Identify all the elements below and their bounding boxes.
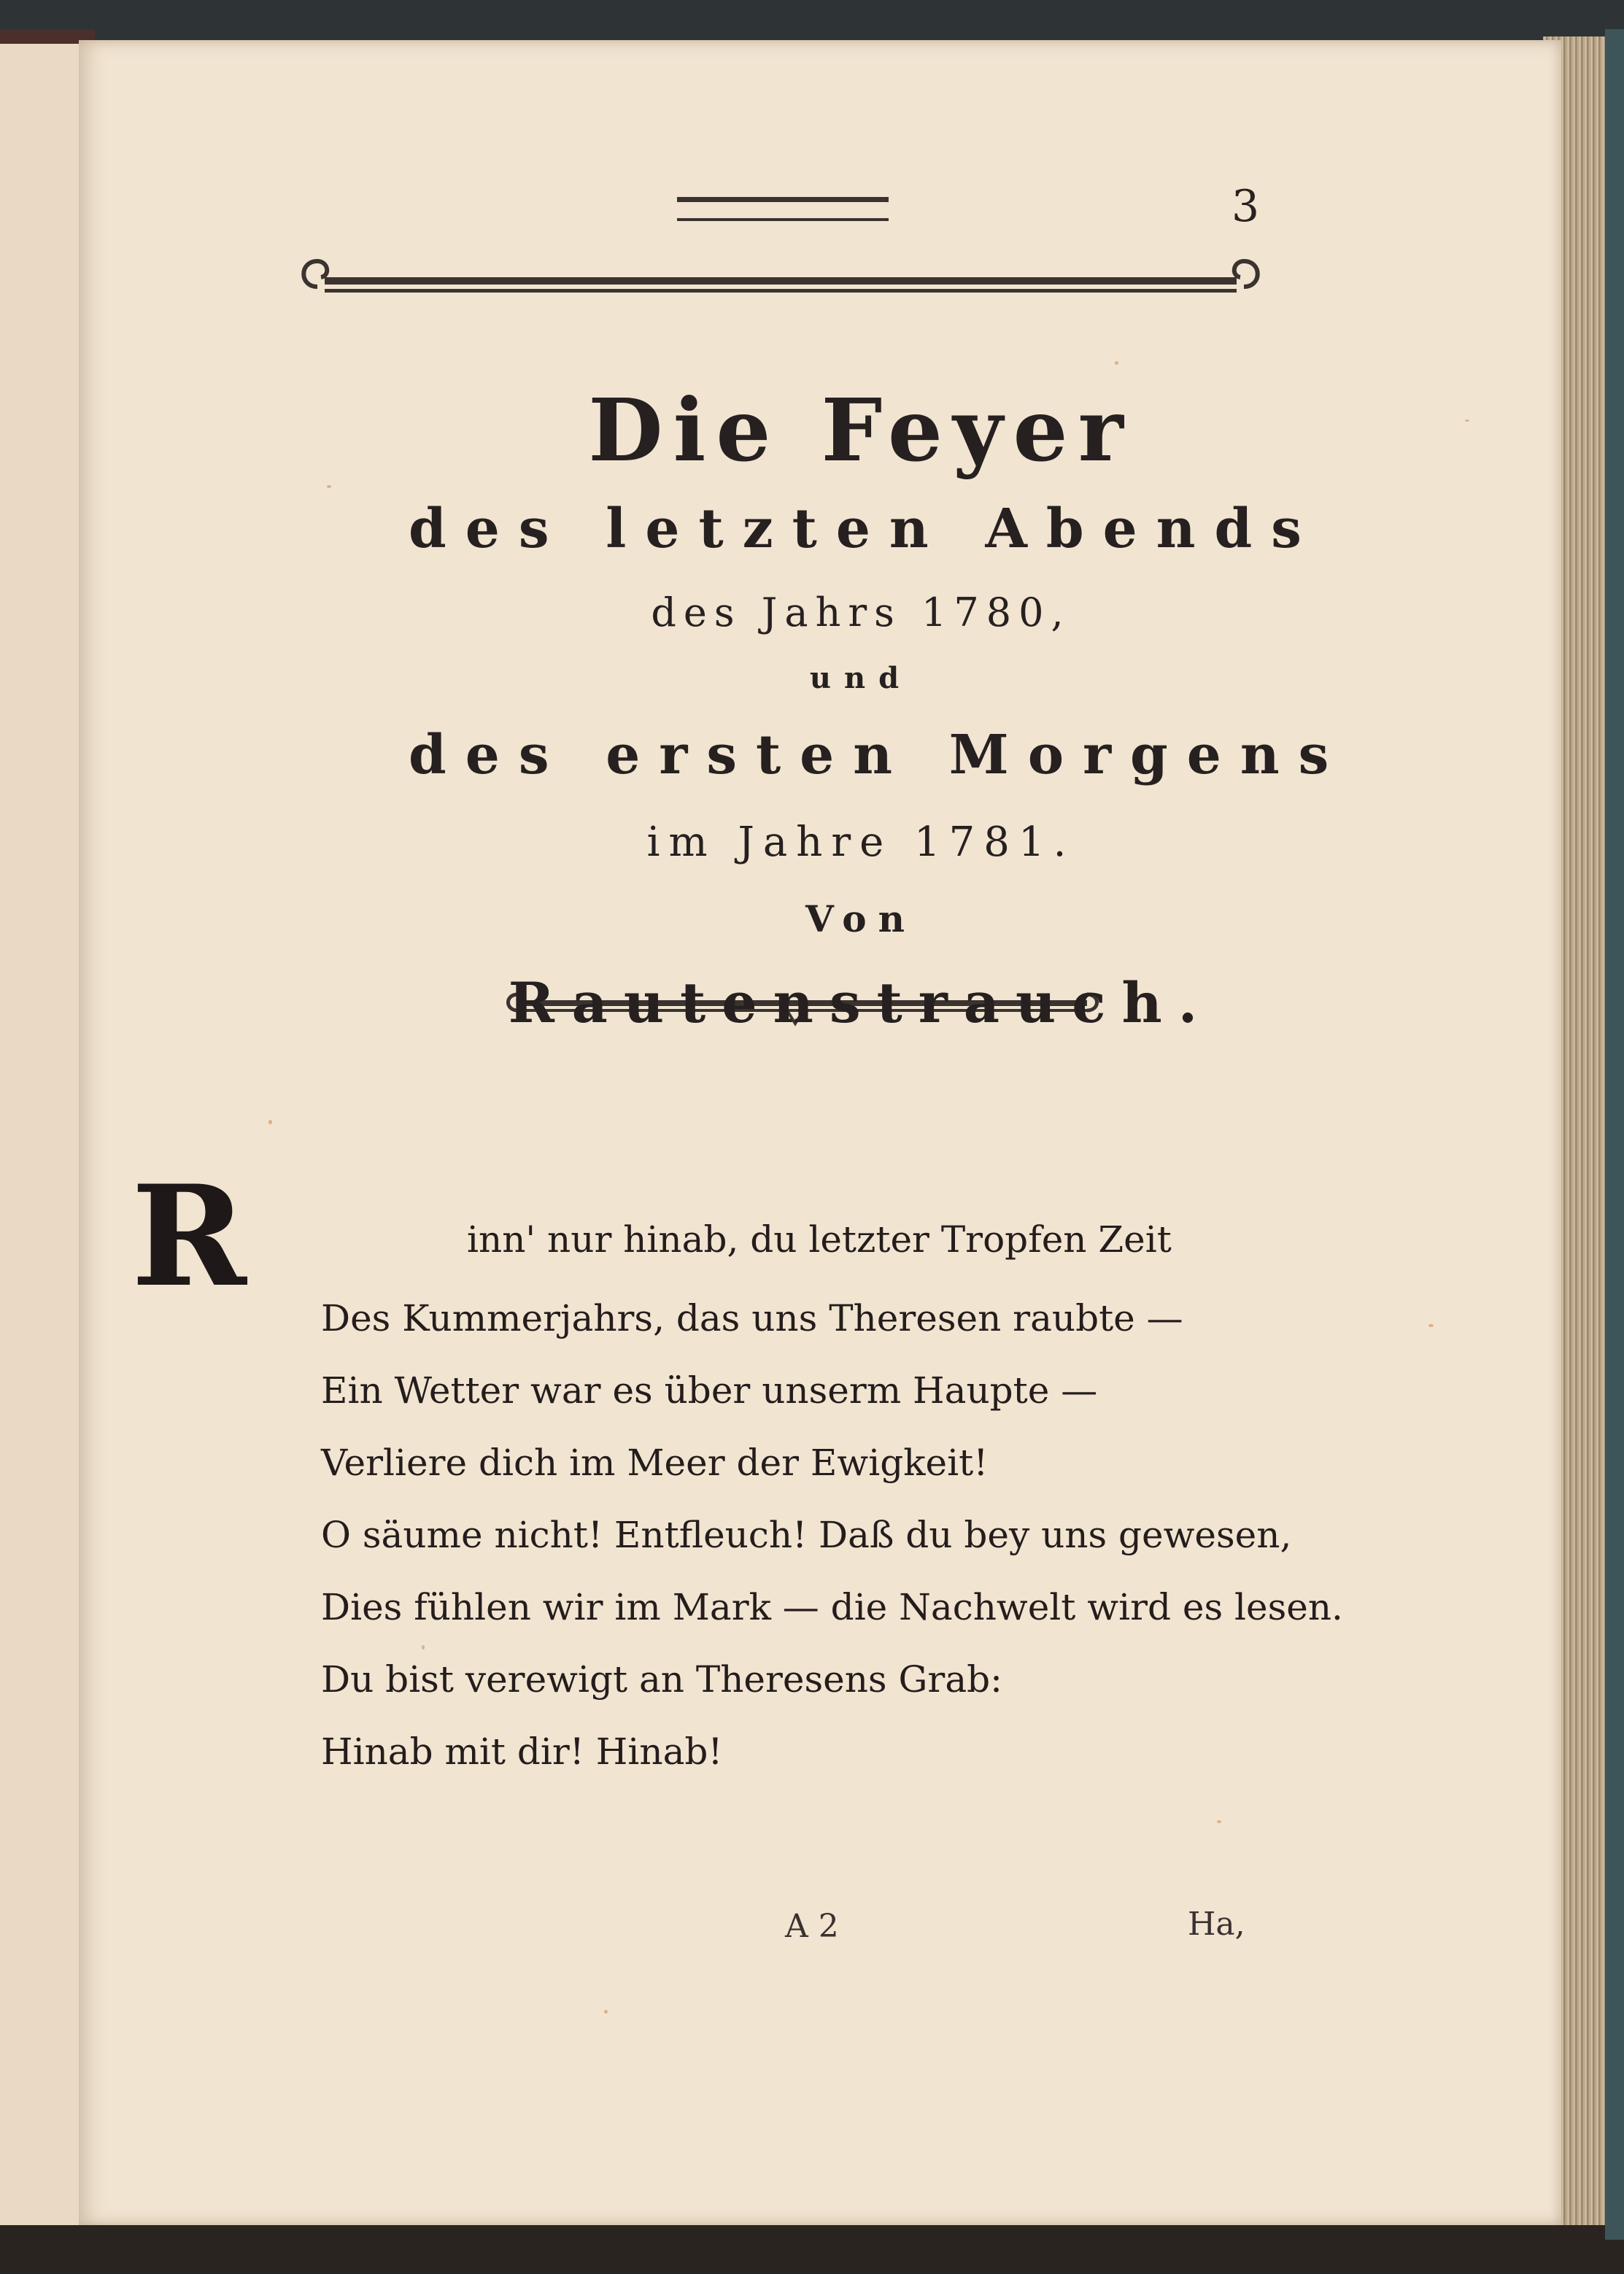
title-line-3: des Jahrs 1780,: [651, 589, 1071, 635]
poem-line-5: O säume nicht! Entfleuch! Daß du bey uns gewesen,: [321, 1514, 1292, 1556]
title-line-7: Von: [805, 897, 916, 940]
title-block: [409, 379, 1348, 1051]
facing-page-edge: [0, 44, 81, 2225]
title-line-6: im Jahre 1781.: [646, 819, 1075, 866]
poem-line-8: Hinab mit dir! Hinab!: [321, 1730, 723, 1773]
title-line-4: und: [809, 661, 913, 695]
poem-line-6: Dies fühlen wir im Mark — die Nachwelt wird es lesen.: [321, 1586, 1343, 1628]
header-ornament-rule: [295, 247, 1266, 312]
title-main: Die Feyer: [588, 379, 1134, 481]
title-line-2: des letzten Abends: [409, 498, 1321, 560]
poem-line-4: Verliere dich im Meer der Ewigkeit!: [321, 1442, 989, 1484]
header-short-rule: [677, 197, 889, 221]
poem-line-3: Ein Wetter war es über unserm Haupte —: [321, 1369, 1098, 1412]
poem-line-2: Des Kummerjahrs, das uns Theresen raubte —: [321, 1297, 1183, 1339]
author-name: Rautenstrauch.: [508, 970, 1214, 1035]
poem-line-1: inn' nur hinab, du letzter Tropfen Zeit: [467, 1218, 1172, 1261]
bottom-background: [0, 2223, 1624, 2274]
book-cover-right: [1605, 29, 1624, 2240]
book-page: [79, 40, 1561, 2225]
poem-text: [321, 1196, 1343, 1788]
top-background: [0, 0, 1624, 44]
poem-line-7: Du bist verewigt an Theresens Grab:: [321, 1658, 1002, 1701]
title-line-5: des ersten Morgens: [409, 724, 1348, 786]
signature-mark: A 2: [785, 1908, 839, 1945]
drop-cap: R: [131, 1155, 247, 1318]
catchword: Ha,: [1188, 1906, 1245, 1943]
page-number: 3: [1231, 181, 1260, 232]
